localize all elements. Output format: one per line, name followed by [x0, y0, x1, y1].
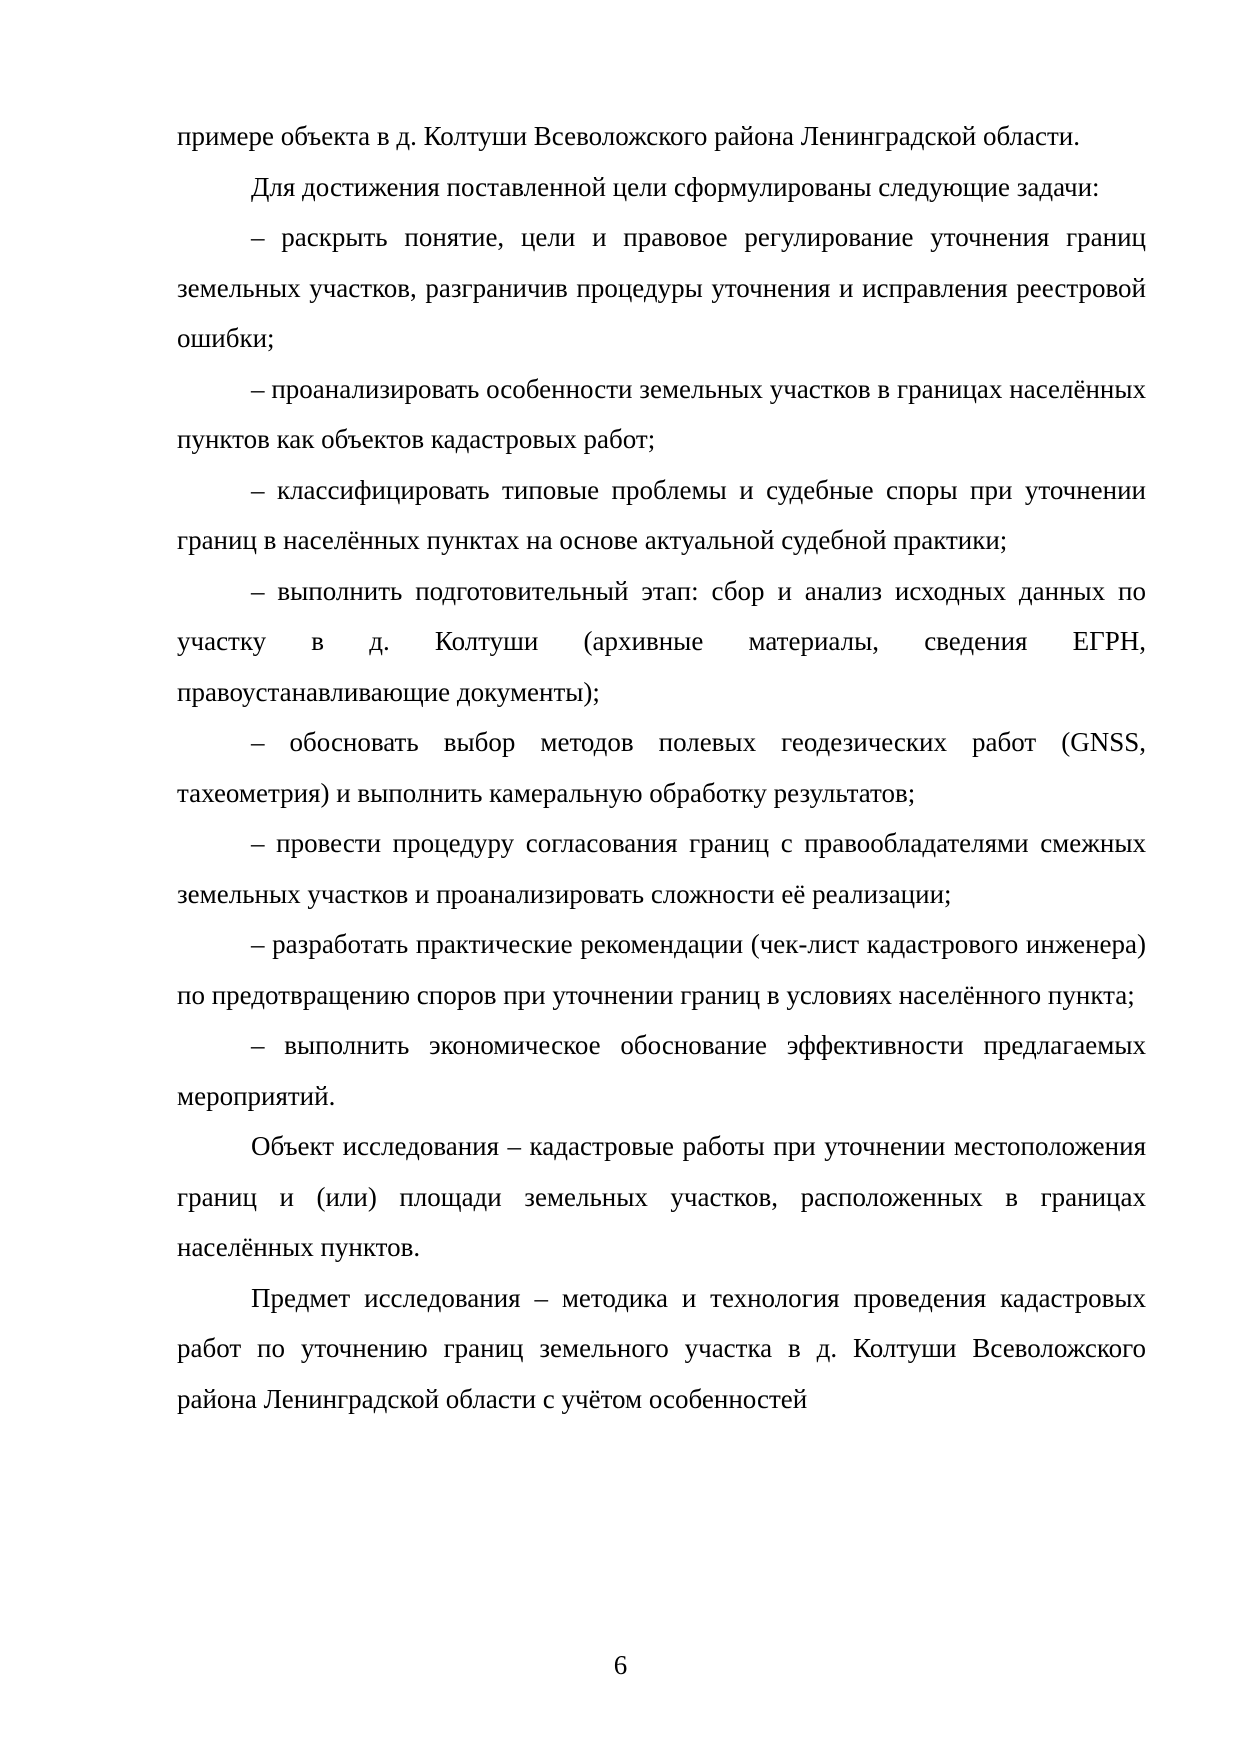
list-item-task-5: – обосновать выбор методов полевых геодезических работ (GNSS, тахеометрия) и выполнить камеральную обработку результатов; — [177, 727, 1146, 808]
list-item-task-1: – раскрыть понятие, цели и правовое регулирование уточнения границ земельных участков, разграничив процедуры уточнения и исправления реестровой ошибки; — [177, 222, 1146, 353]
list-item-task-4: – выполнить подготовительный этап: сбор и анализ исходных данных по участку в д. Колтуши (архивные материалы, сведения ЕГРН, правоустанавливающие документы); — [177, 575, 1146, 707]
list-item-task-7: – разработать практические рекомендации (чек-лист кадастрового инженера) по предотвращению споров при уточнении границ в условиях населённого пункта; — [177, 929, 1146, 1010]
paragraph-research-object: Объект исследования – кадастровые работы при уточнении местоположения границ и (или) площади земельных участков, расположенных в границах населённых пунктов. — [177, 1131, 1146, 1262]
paragraph-research-subject: Предмет исследования – методика и технология проведения кадастровых работ по уточнению границ земельного участка в д. Колтуши Всеволожского района Ленинградской области с учётом особенностей — [177, 1282, 1146, 1414]
list-item-task-8: – выполнить экономическое обоснование эффективности предлагаемых мероприятий. — [177, 1030, 1146, 1111]
paragraph-continuation: примере объекта в д. Колтуши Всеволожского района Ленинградской области. — [177, 121, 1080, 151]
page-number: 6 — [613, 1650, 628, 1680]
list-item-task-3: – классифицировать типовые проблемы и судебные споры при уточнении границ в населённых пунктах на основе актуальной судебной практики; — [177, 474, 1146, 555]
body-text — [177, 111, 1146, 1424]
paragraph-tasks-intro: Для достижения поставленной цели сформулированы следующие задачи: — [251, 171, 1100, 202]
list-item-task-6: – провести процедуру согласования границ с правообладателями смежных земельных участков и проанализировать сложности её реализации; — [177, 828, 1146, 909]
list-item-task-2: – проанализировать особенности земельных участков в границах населённых пунктов как объектов кадастровых работ; — [177, 373, 1146, 454]
